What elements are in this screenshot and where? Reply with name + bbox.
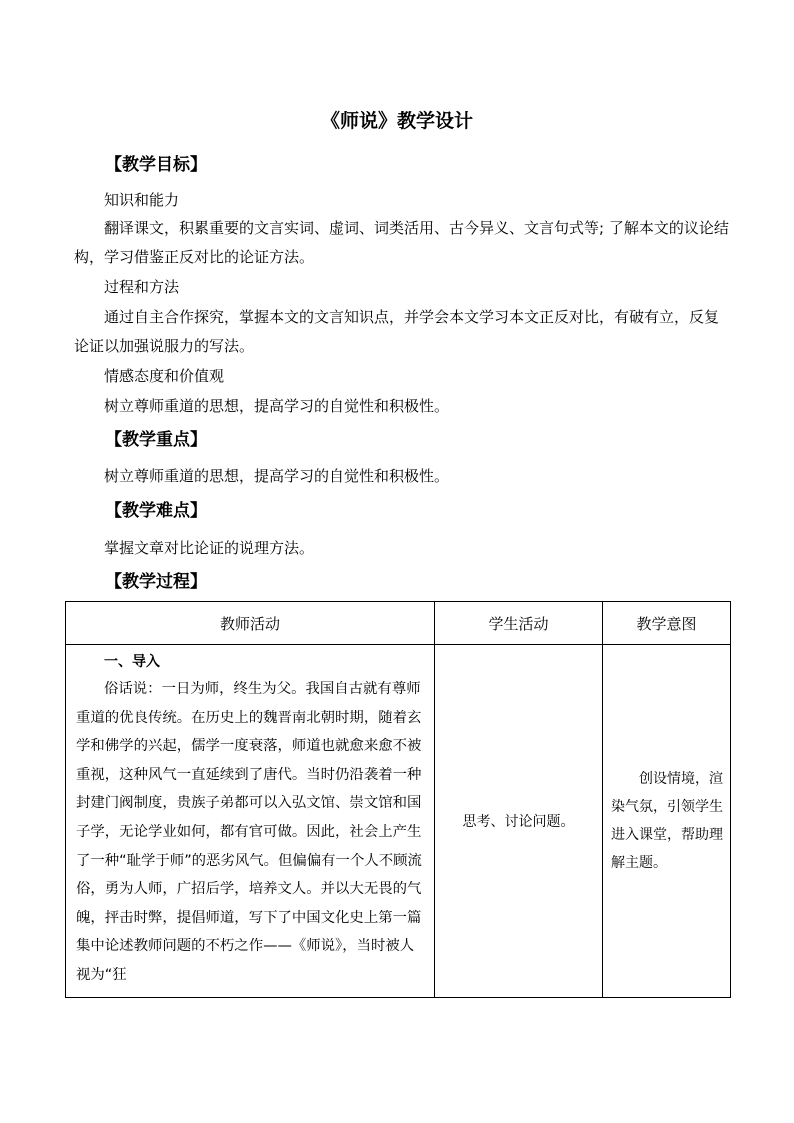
teaching-process-table <box>65 601 731 998</box>
step-title: 一、导入 <box>104 654 160 670</box>
column-header-student: 学生活动 <box>435 602 603 645</box>
teacher-activity-cell <box>66 645 435 998</box>
page-title: 《师说》教学设计 <box>320 110 473 132</box>
student-activity-text: 思考、讨论问题。 <box>462 814 575 830</box>
column-header-teacher: 教师活动 <box>66 602 435 645</box>
objectives-heading: 【教学目标】 <box>105 155 207 175</box>
difficulties-heading: 【教学难点】 <box>105 501 207 521</box>
emotion-label: 情感态度和价值观 <box>104 367 225 385</box>
table-header-row <box>66 602 731 645</box>
key-points-text: 树立尊师重道的思想，提高学习的自觉性和积极性。 <box>104 467 450 485</box>
process-heading: 【教学过程】 <box>105 572 207 592</box>
column-header-intent: 教学意图 <box>603 602 731 645</box>
knowledge-text: 翻译课文，积累重要的文言实词、虚词、词类活用、古今异义、文言句式等; 了解本文的议论结构，学习借鉴正反对比的论证方法。 <box>74 219 729 266</box>
process-label: 过程和方法 <box>104 278 180 296</box>
process-text: 通过自主合作探究，掌握本文的文言知识点，并学会本文学习本文正反对比，有破有立，反复论证以加强说服力的写法。 <box>74 308 720 355</box>
table-row <box>66 645 731 998</box>
difficulties-text: 掌握文章对比论证的说理方法。 <box>104 539 315 557</box>
knowledge-label: 知识和能力 <box>104 191 180 209</box>
teacher-activity-text: 俗话说：一日为师，终生为父。我国自古就有尊师重道的优良传统。在历史上的魏晋南北朝时期，随着玄学和佛学的兴起，儒学一度衰落，师道也就愈来愈不被重视，这种风气一直延续到了唐代。当时仍沿袭着一种封建门阀制度，贵族子弟都可以入弘文馆、崇文馆和国子学，无论学业如何，都有官可做。因此，社会上产生了一种“耻学于师”的恶劣风气。但偏偏有一个人不顾流俗，勇为人师，广招后学，培养文人。并以大无畏的气魄，抨击时弊，提倡师道，写下了中国文化史上第一篇集中论述教师问题的不朽之作——《师说》，当时被人视为“狂 <box>76 681 422 983</box>
key-points-heading: 【教学重点】 <box>105 430 207 450</box>
emotion-text: 树立尊师重道的思想，提高学习的自觉性和积极性。 <box>104 397 450 415</box>
student-activity-cell <box>435 645 603 998</box>
teaching-intent-cell <box>603 645 731 998</box>
teaching-intent-text: 创设情境，渲染气氛，引领学生进入课堂，帮助理解主题。 <box>611 771 723 871</box>
